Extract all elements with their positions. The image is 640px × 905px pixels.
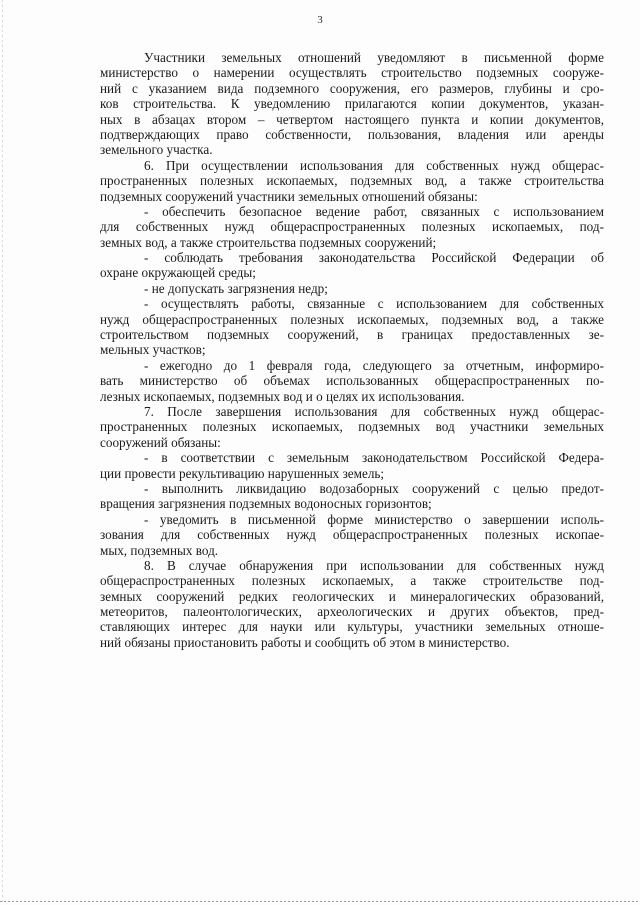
text-line: нужд общераспространенных полезных ископаемых, подземных вод, а также <box>100 311 604 327</box>
text-line: ний с указанием вида подземного сооружения, его размеров, глубины и сро- <box>100 80 604 96</box>
text-line: вать министерство об объемах использованных общераспространенных по- <box>100 373 604 389</box>
text-line: подтверждающих право собственности, пользования, владения или аренды <box>100 126 604 142</box>
text-line: подземных сооружений участники земельных отношений обязаны: <box>100 188 478 204</box>
text-line: земельного участка. <box>100 142 213 158</box>
text-line: - не допускать загрязнения недр; <box>144 280 328 296</box>
text-line: строительством подземных сооружений, в границах предоставленных зе- <box>100 327 604 343</box>
scan-left-edge <box>2 0 3 905</box>
text-line: общераспространенных полезных ископаемых, а также строительстве под- <box>100 573 604 589</box>
text-line: - уведомить в письменной форме министерство о завершении исполь- <box>144 511 604 527</box>
text-line: зования для собственных нужд общераспространенных полезных ископае- <box>100 527 604 543</box>
text-line: 6. При осуществлении использования для собственных нужд общерас- <box>144 157 604 173</box>
document-body <box>100 50 604 650</box>
text-line: охране окружающей среды; <box>100 265 256 281</box>
text-line: - в соответствии с земельным законодательством Российской Федера- <box>144 450 604 466</box>
text-line: ных в абзацах втором – четвертом настоящего пункта и копии документов, <box>100 111 604 127</box>
text-line: мых, подземных вод. <box>100 542 219 558</box>
text-line: 7. После завершения использования для собственных нужд общерас- <box>144 403 604 419</box>
text-line: земных сооружений редких геологических и минералогических образований, <box>100 588 604 604</box>
page-number: 3 <box>317 14 323 26</box>
text-line: ков строительства. К уведомлению прилагаются копии документов, указан- <box>100 96 604 112</box>
text-line: пространенных полезных ископаемых, подземных вод, а также строительства <box>100 173 604 189</box>
text-line: сооружений обязаны: <box>100 434 221 450</box>
text-line: для собственных нужд общераспространенных полезных ископаемых, под- <box>100 219 604 235</box>
text-line: ции провести рекультивацию нарушенных земель; <box>100 465 385 481</box>
text-line: метеоритов, палеонтологических, археологических и других объектов, пред- <box>100 604 604 620</box>
text-line: ставляющих интерес для науки или культуры, участники земельных отноше- <box>100 619 604 635</box>
text-line: 8. В случае обнаружения при использовании для собственных нужд <box>144 557 604 573</box>
text-line: - выполнить ликвидацию водозаборных сооружений с целью предот- <box>144 480 604 496</box>
text-line: земных вод, а также строительства подземных сооружений; <box>100 234 437 250</box>
text-line: лезных ископаемых, подземных вод и о целях их использования. <box>100 388 465 404</box>
text-line: - соблюдать требования законодательства Российской Федерации об <box>144 250 604 266</box>
text-line: - осуществлять работы, связанные с использованием для собственных <box>144 296 604 312</box>
text-line: мельных участков; <box>100 342 206 358</box>
scan-bottom-edge <box>0 901 640 902</box>
text-line: - ежегодно до 1 февраля года, следующего за отчетным, информиро- <box>144 357 604 373</box>
text-line: министерство о намерении осуществлять строительство подземных сооруже- <box>100 65 604 81</box>
text-line: пространенных полезных ископаемых, подземных вод участники земельных <box>100 419 604 435</box>
text-line: вращения загрязнения подземных водоносных горизонтов; <box>100 496 432 512</box>
text-line: - обеспечить безопасное ведение работ, связанных с использованием <box>144 203 604 219</box>
text-line: ний обязаны приостановить работы и сообщить об этом в министерство. <box>100 634 510 650</box>
text-line: Участники земельных отношений уведомляют в письменной форме <box>144 50 604 65</box>
